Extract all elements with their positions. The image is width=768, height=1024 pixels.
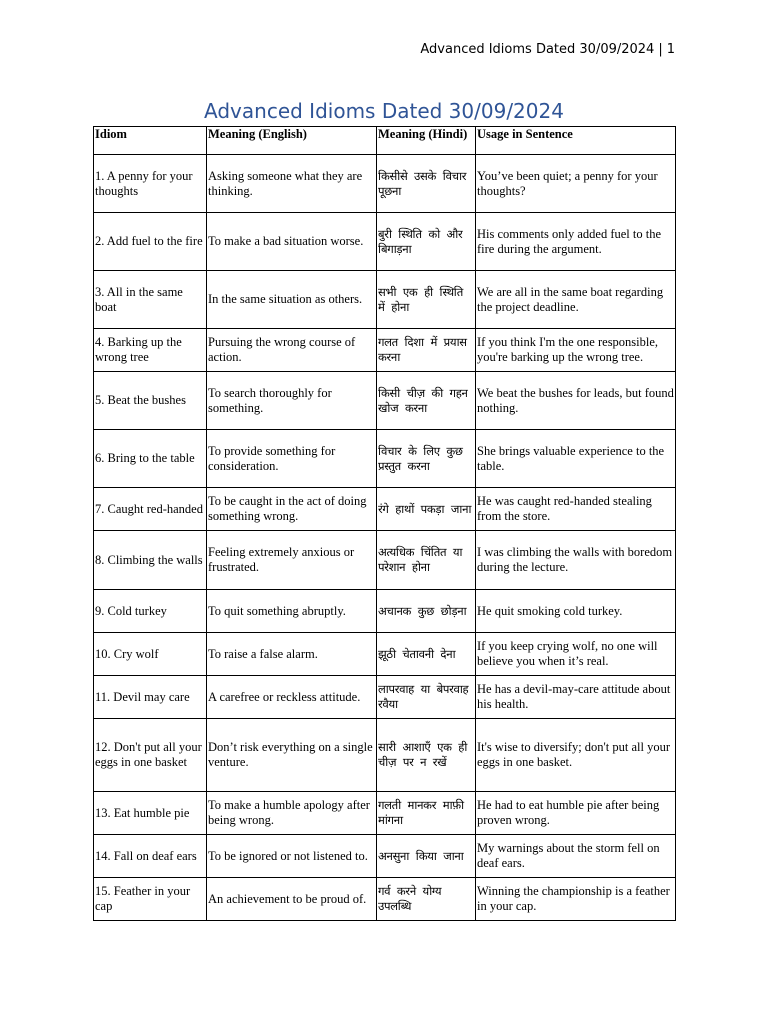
document-title: Advanced Idioms Dated 30/09/2024 xyxy=(204,99,564,123)
usage-cell: If you think I'm the one responsible, you're barking up the wrong tree. xyxy=(476,329,676,372)
table-row xyxy=(94,676,676,719)
usage-cell: She brings valuable experience to the table. xyxy=(476,430,676,488)
meaning-english-cell: To quit something abruptly. xyxy=(207,590,377,633)
idiom-cell: 4. Barking up the wrong tree xyxy=(94,329,207,372)
meaning-english-cell: Asking someone what they are thinking. xyxy=(207,155,377,213)
table-row xyxy=(94,155,676,213)
column-header-meaning-hindi: Meaning (Hindi) xyxy=(377,127,476,155)
meaning-english-cell: To make a bad situation worse. xyxy=(207,213,377,271)
usage-cell: My warnings about the storm fell on deaf ears. xyxy=(476,835,676,878)
meaning-english-cell: To make a humble apology after being wrong. xyxy=(207,792,377,835)
meaning-hindi-cell: अचानक कुछ छोड़ना xyxy=(377,590,476,633)
idioms-table xyxy=(93,126,676,921)
table-row xyxy=(94,271,676,329)
idiom-cell: 1. A penny for your thoughts xyxy=(94,155,207,213)
meaning-hindi-cell: बुरी स्थिति को और बिगाड़ना xyxy=(377,213,476,271)
idiom-cell: 11. Devil may care xyxy=(94,676,207,719)
meaning-hindi-cell: गर्व करने योग्य उपलब्धि xyxy=(377,878,476,921)
usage-cell: I was climbing the walls with boredom during the lecture. xyxy=(476,531,676,590)
meaning-hindi-cell: सारी आशाएँ एक ही चीज़ पर न रखें xyxy=(377,719,476,792)
meaning-english-cell: To provide something for consideration. xyxy=(207,430,377,488)
table-body xyxy=(94,155,676,921)
meaning-english-cell: Feeling extremely anxious or frustrated. xyxy=(207,531,377,590)
usage-cell: Winning the championship is a feather in your cap. xyxy=(476,878,676,921)
meaning-english-cell: To be caught in the act of doing something wrong. xyxy=(207,488,377,531)
idiom-cell: 9. Cold turkey xyxy=(94,590,207,633)
table-row xyxy=(94,213,676,271)
usage-cell: His comments only added fuel to the fire during the argument. xyxy=(476,213,676,271)
table-header-row xyxy=(94,127,676,155)
idiom-cell: 7. Caught red-handed xyxy=(94,488,207,531)
meaning-english-cell: To search thoroughly for something. xyxy=(207,372,377,430)
table-row xyxy=(94,372,676,430)
table-row xyxy=(94,590,676,633)
table-row xyxy=(94,531,676,590)
table-row xyxy=(94,835,676,878)
idiom-cell: 14. Fall on deaf ears xyxy=(94,835,207,878)
usage-cell: He has a devil-may-care attitude about his health. xyxy=(476,676,676,719)
meaning-english-cell: A carefree or reckless attitude. xyxy=(207,676,377,719)
column-header-idiom: Idiom xyxy=(94,127,207,155)
usage-cell: He quit smoking cold turkey. xyxy=(476,590,676,633)
meaning-hindi-cell: अनसुना किया जाना xyxy=(377,835,476,878)
meaning-english-cell: To be ignored or not listened to. xyxy=(207,835,377,878)
meaning-hindi-cell: झूठी चेतावनी देना xyxy=(377,633,476,676)
meaning-hindi-cell: लापरवाह या बेपरवाह रवैया xyxy=(377,676,476,719)
page-header xyxy=(420,42,675,57)
meaning-hindi-cell: विचार के लिए कुछ प्रस्तुत करना xyxy=(377,430,476,488)
meaning-hindi-cell: गलत दिशा में प्रयास करना xyxy=(377,329,476,372)
idiom-cell: 13. Eat humble pie xyxy=(94,792,207,835)
table-row xyxy=(94,878,676,921)
table-row xyxy=(94,488,676,531)
idiom-cell: 3. All in the same boat xyxy=(94,271,207,329)
idiom-cell: 10. Cry wolf xyxy=(94,633,207,676)
idiom-cell: 2. Add fuel to the fire xyxy=(94,213,207,271)
table-row xyxy=(94,633,676,676)
meaning-english-cell: In the same situation as others. xyxy=(207,271,377,329)
idiom-cell: 15. Feather in your cap xyxy=(94,878,207,921)
table-row xyxy=(94,430,676,488)
column-header-meaning-english: Meaning (English) xyxy=(207,127,377,155)
usage-cell: If you keep crying wolf, no one will believe you when it’s real. xyxy=(476,633,676,676)
meaning-hindi-cell: अत्यधिक चिंतित या परेशान होना xyxy=(377,531,476,590)
usage-cell: He had to eat humble pie after being proven wrong. xyxy=(476,792,676,835)
meaning-hindi-cell: रंगे हाथों पकड़ा जाना xyxy=(377,488,476,531)
usage-cell: We beat the bushes for leads, but found nothing. xyxy=(476,372,676,430)
idiom-cell: 8. Climbing the walls xyxy=(94,531,207,590)
meaning-english-cell: To raise a false alarm. xyxy=(207,633,377,676)
idiom-cell: 6. Bring to the table xyxy=(94,430,207,488)
running-title: Advanced Idioms Dated 30/09/2024 xyxy=(420,42,655,57)
table-row xyxy=(94,792,676,835)
page-number: 1 xyxy=(666,42,675,57)
idiom-cell: 12. Don't put all your eggs in one basket xyxy=(94,719,207,792)
usage-cell: He was caught red-handed stealing from the store. xyxy=(476,488,676,531)
meaning-english-cell: An achievement to be proud of. xyxy=(207,878,377,921)
column-header-usage: Usage in Sentence xyxy=(476,127,676,155)
meaning-english-cell: Pursuing the wrong course of action. xyxy=(207,329,377,372)
idiom-cell: 5. Beat the bushes xyxy=(94,372,207,430)
usage-cell: You’ve been quiet; a penny for your thoughts? xyxy=(476,155,676,213)
header-separator: | xyxy=(658,42,663,57)
meaning-english-cell: Don’t risk everything on a single venture. xyxy=(207,719,377,792)
meaning-hindi-cell: किसी चीज़ की गहन खोज करना xyxy=(377,372,476,430)
table-row xyxy=(94,719,676,792)
meaning-hindi-cell: सभी एक ही स्थिति में होना xyxy=(377,271,476,329)
usage-cell: It's wise to diversify; don't put all your eggs in one basket. xyxy=(476,719,676,792)
usage-cell: We are all in the same boat regarding the project deadline. xyxy=(476,271,676,329)
meaning-hindi-cell: किसीसे उसके विचार पूछना xyxy=(377,155,476,213)
meaning-hindi-cell: गलती मानकर माफ़ी मांगना xyxy=(377,792,476,835)
table-row xyxy=(94,329,676,372)
